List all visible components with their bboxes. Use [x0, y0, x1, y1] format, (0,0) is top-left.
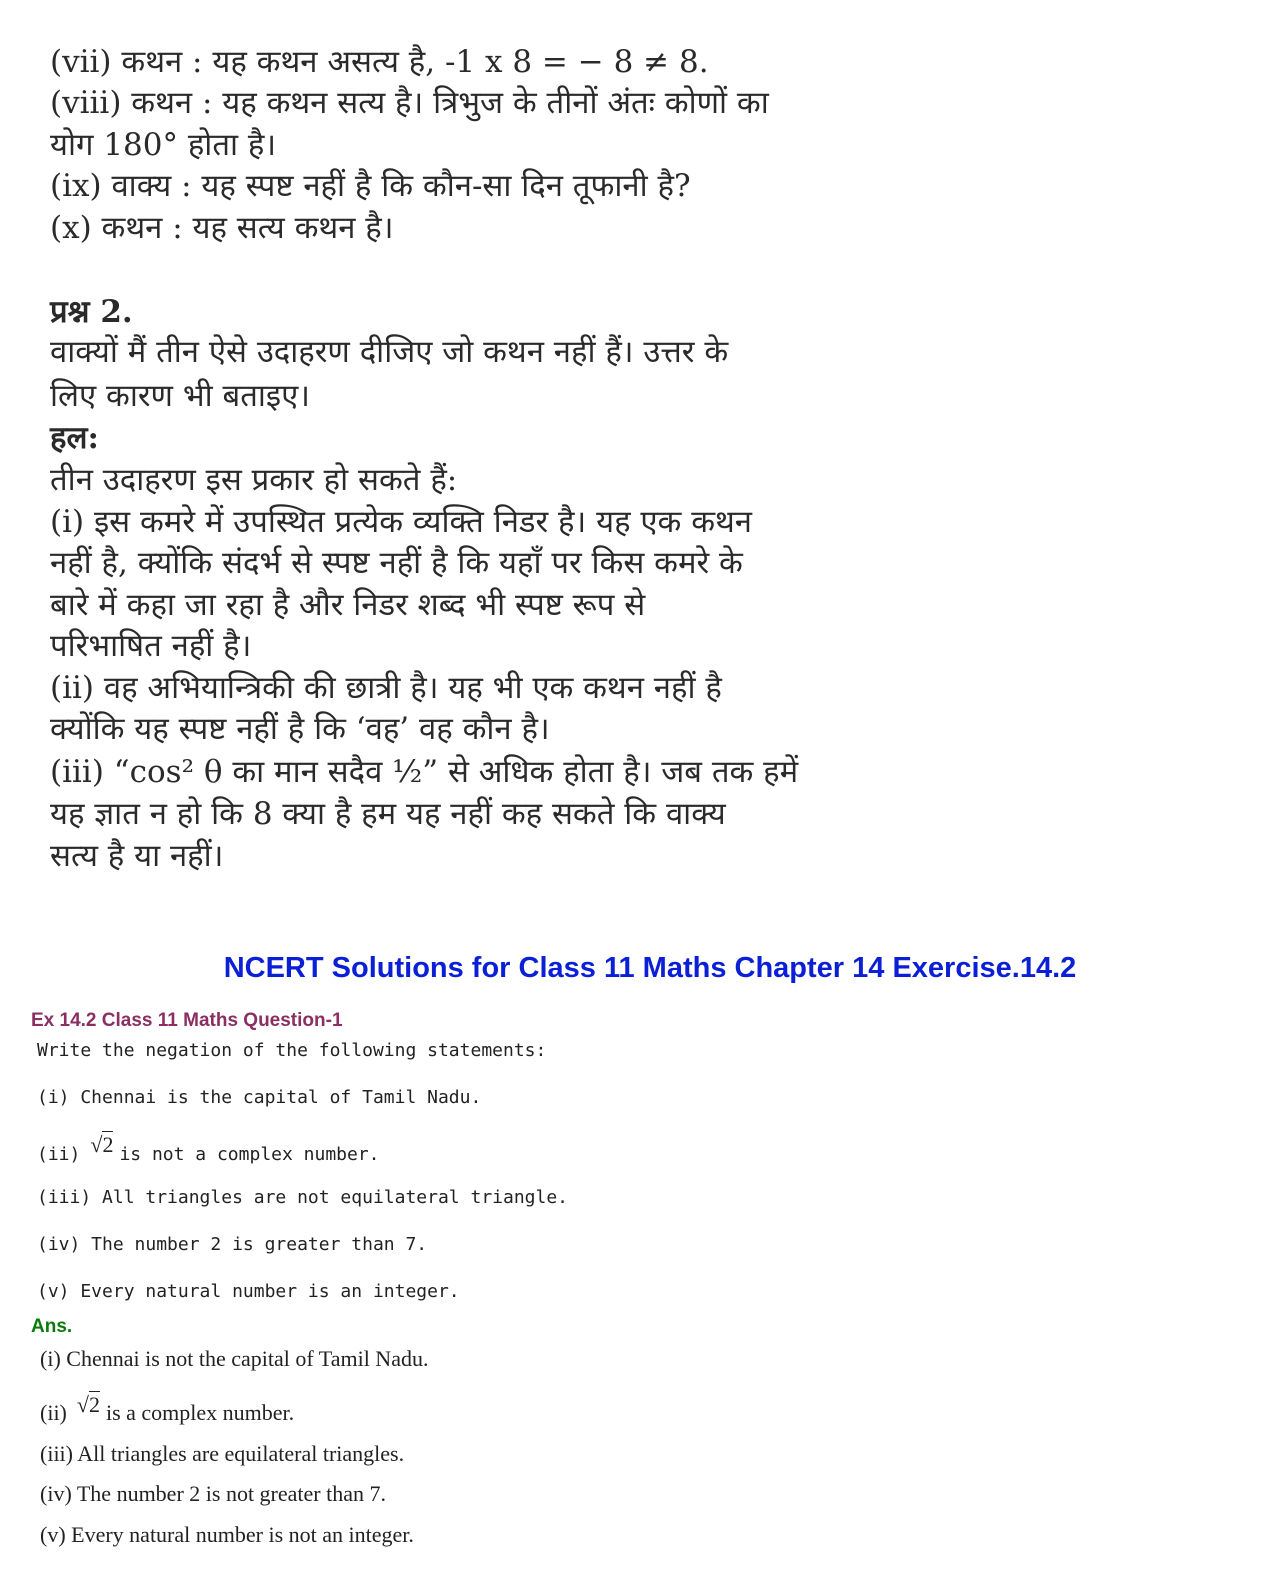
sqrt-symbol: √2: [90, 1132, 114, 1157]
solution-line: तीन उदाहरण इस प्रकार हो सकते हैं:: [50, 462, 458, 498]
solution-line: (ii) वह अभियान्त्रिकी की छात्री है। यह भी एक कथन नहीं है: [50, 670, 722, 706]
answer-item: (ii) √2 is a complex number.: [40, 1392, 295, 1425]
hindi-line: (ix) वाक्य : यह स्पष्ट नहीं है कि कौन-सा दिन तूफानी है?: [50, 168, 691, 204]
statement-item: (v) Every natural number is an integer.: [37, 1281, 460, 1302]
statement-item: (i) Chennai is the capital of Tamil Nadu.: [37, 1087, 482, 1108]
solution-line: (i) इस कमरे में उपस्थित प्रत्येक व्यक्ति निडर है। यह एक कथन: [50, 504, 753, 540]
hindi-line: (viii) कथन : यह कथन सत्य है। त्रिभुज के तीनों अंतः कोणों का: [50, 85, 769, 121]
solution-line: (iii) “cos² θ का मान सदैव ½” से अधिक होता है। जब तक हमें: [50, 754, 799, 790]
answer-label: Ans.: [31, 1316, 73, 1337]
sqrt-symbol: √2: [76, 1392, 100, 1417]
hindi-line: योग 180° होता है।: [50, 127, 277, 163]
answer-item: (v) Every natural number is not an integer.: [40, 1522, 414, 1547]
solution-line: बारे में कहा जा रहा है और निडर शब्द भी स्पष्ट रूप से: [50, 587, 646, 623]
section-title: NCERT Solutions for Class 11 Maths Chapter 14 Exercise.14.2: [223, 952, 1077, 984]
solution-line: सत्य है या नहीं।: [50, 838, 224, 874]
statement-item: (ii) √2 is not a complex number.: [37, 1132, 380, 1165]
solution-line: नहीं है, क्योंकि संदर्भ से स्पष्ट नहीं है कि यहाँ पर किस कमरे के: [50, 545, 743, 581]
hindi-line: (vii) कथन : यह कथन असत्य है, -1 x 8 = − 8 ≠ 8.: [50, 44, 709, 80]
solution-label: हल:: [50, 420, 99, 456]
answer-item: (i) Chennai is not the capital of Tamil Nadu.: [40, 1346, 429, 1371]
solution-line: परिभाषित नहीं है।: [50, 628, 252, 664]
hindi-line: (x) कथन : यह सत्य कथन है।: [50, 210, 394, 246]
question-label: प्रश्न 2.: [50, 294, 133, 330]
answer-item: (iii) All triangles are equilateral triangles.: [40, 1441, 405, 1466]
statement-item: (iii) All triangles are not equilateral triangle.: [37, 1187, 569, 1208]
question-line: वाक्यों मैं तीन ऐसे उदाहरण दीजिए जो कथन नहीं हैं। उत्तर के: [50, 334, 729, 370]
question-line: लिए कारण भी बताइए।: [50, 378, 311, 414]
answer-item: (iv) The number 2 is not greater than 7.: [40, 1481, 386, 1506]
solution-line: क्योंकि यह स्पष्ट नहीं है कि ‘वह’ वह कौन है।: [50, 711, 550, 747]
solution-line: यह ज्ञात न हो कि 8 क्या है हम यह नहीं कह सकते कि वाक्य: [50, 796, 726, 832]
question-heading: Ex 14.2 Class 11 Maths Question-1: [31, 1010, 343, 1031]
statement-item: (iv) The number 2 is greater than 7.: [37, 1234, 428, 1255]
question-text: Write the negation of the following statements:: [37, 1040, 547, 1061]
